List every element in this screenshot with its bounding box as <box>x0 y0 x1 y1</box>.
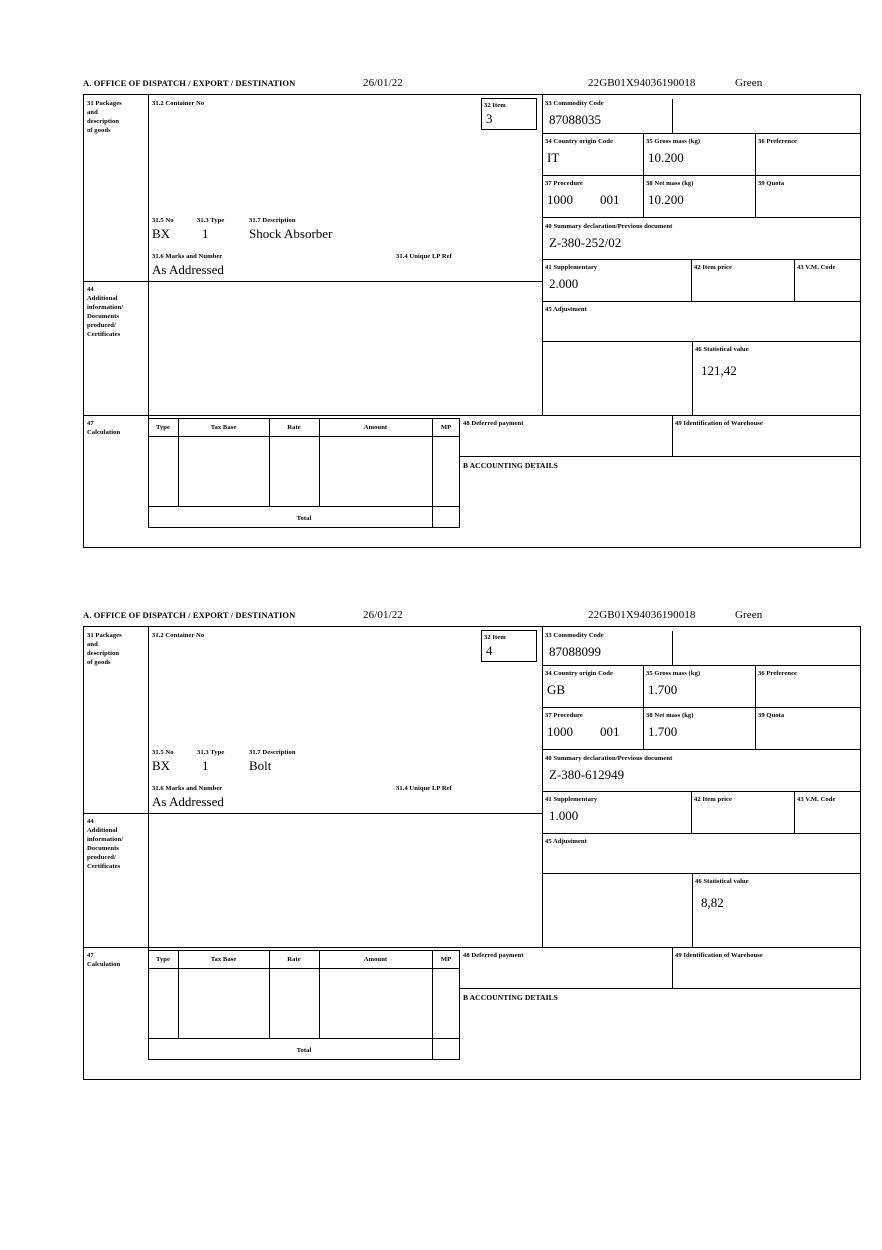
identification-warehouse-label: 49 Identification of Warehouse <box>675 420 763 427</box>
divider-48-bottom <box>460 456 860 457</box>
calculation-label-2: 47 Calculation <box>87 952 121 968</box>
item-no-value-2: 4 <box>486 643 493 658</box>
commodity-code-label: 33 Commodity Code <box>545 100 604 107</box>
movement-reference-number: 22GB01X94036190018 <box>588 77 696 89</box>
country-origin-code-label-2: 34 Country origin Code <box>545 670 613 677</box>
calculation-table <box>148 418 460 528</box>
package-description-label-2: 31.7 Description <box>249 749 296 756</box>
deferred-payment-label-2: 48 Deferred payment <box>463 952 524 959</box>
declaration-status: Green <box>735 77 763 89</box>
quota-label-2: 39 Quota <box>758 712 785 719</box>
statistical-value-value: 121,42 <box>701 363 737 378</box>
supplementary-value-2: 1.000 <box>549 808 579 823</box>
calculation-table-2 <box>148 950 460 1060</box>
divider-additional-bottom <box>84 415 860 416</box>
package-no-value-2: BX <box>152 758 171 773</box>
declaration-box <box>83 94 861 548</box>
procedure-label-2: 37 Procedure <box>545 712 583 719</box>
divider-35-36 <box>755 133 756 217</box>
supplementary-label-2: 41 Supplementary <box>545 796 598 803</box>
package-no-label-2: 31.5 No <box>152 749 174 756</box>
commodity-code-value-2: 87088099 <box>549 644 601 659</box>
summary-declaration-label: 40 Summary declaration/Previous document <box>545 223 673 230</box>
preference-label-2: 36 Preference <box>758 670 798 677</box>
calc-rate-header-2: Rate <box>287 956 301 963</box>
item-no-label: 32 Item <box>484 102 506 109</box>
calc-header-bottom <box>148 436 460 437</box>
unique-lp-ref-label: 31.4 Unique LP Ref <box>396 253 452 260</box>
marks-and-number-label: 31.6 Marks and Number <box>152 253 223 260</box>
net-mass-value: 10.200 <box>648 192 684 207</box>
divider-commodity-bottom <box>542 133 860 134</box>
divider-row37-bottom-2 <box>542 749 860 750</box>
statistical-value-label-2: 46 Statistical value <box>695 878 749 885</box>
divider-34-35 <box>643 133 644 217</box>
package-type-label: 31.3 Type <box>197 217 225 224</box>
divider-48-49-2 <box>672 947 673 988</box>
calc-amount-header-2: Amount <box>363 956 388 963</box>
quota-label: 39 Quota <box>758 180 785 187</box>
country-origin-code-value-2: GB <box>547 682 566 697</box>
vm-code-label: 43 V.M. Code <box>797 264 836 271</box>
net-mass-label-2: 38 Net mass (kg) <box>646 712 694 719</box>
form-header <box>83 78 861 94</box>
divider-commodity-split <box>672 99 673 133</box>
calc-col-4 <box>432 418 433 528</box>
gross-mass-label: 35 Gross mass (kg) <box>646 138 701 145</box>
divider-34-35-2 <box>643 665 644 749</box>
package-type-value-2: 1 <box>202 758 209 773</box>
divider-commodity-bottom-2 <box>542 665 860 666</box>
divider-row37-bottom <box>542 217 860 218</box>
summary-declaration-value: Z-380-252/02 <box>549 235 622 250</box>
divider-row40-bottom-2 <box>542 791 860 792</box>
supplementary-value: 2.000 <box>549 276 579 291</box>
divider-row41-bottom <box>542 301 860 302</box>
calc-header-bottom-2 <box>148 968 460 969</box>
divider-dotted-2 <box>542 873 543 947</box>
declaration-box-2 <box>83 626 861 1080</box>
identification-warehouse-label-2: 49 Identification of Warehouse <box>675 952 763 959</box>
accounting-details-label: B ACCOUNTING DETAILS <box>463 461 558 470</box>
calc-total-top-2 <box>148 1038 460 1039</box>
gross-mass-value-2: 1.700 <box>648 682 678 697</box>
office-of-dispatch-label: A. OFFICE OF DISPATCH / EXPORT / DESTINATION <box>83 78 296 88</box>
divider-46-left <box>692 341 693 415</box>
commodity-code-label-2: 33 Commodity Code <box>545 632 604 639</box>
additional-information-label-2: 44 Additional information/ Documents produced/ Certificates <box>87 818 124 870</box>
procedure-value-2-2: 001 <box>600 724 620 739</box>
net-mass-label: 38 Net mass (kg) <box>646 180 694 187</box>
marks-and-number-label-2: 31.6 Marks and Number <box>152 785 223 792</box>
divider-packages-bottom-2 <box>84 813 542 814</box>
package-no-label: 31.5 No <box>152 217 174 224</box>
divider-packages-bottom <box>84 281 542 282</box>
package-description-label: 31.7 Description <box>249 217 296 224</box>
unique-lp-ref-label-2: 31.4 Unique LP Ref <box>396 785 452 792</box>
office-of-dispatch-label-2: A. OFFICE OF DISPATCH / EXPORT / DESTINATION <box>83 610 296 620</box>
item-no-label-2: 32 Item <box>484 634 506 641</box>
calc-total-label: Total <box>296 515 312 522</box>
packages-label-2: 31 Packages and description of goods <box>87 632 122 666</box>
country-origin-code-value: IT <box>547 150 560 165</box>
gross-mass-label-2: 35 Gross mass (kg) <box>646 670 701 677</box>
procedure-value-2: 001 <box>600 192 620 207</box>
divider-42-43 <box>794 259 795 301</box>
calculation-label: 47 Calculation <box>87 420 121 436</box>
divider-35-36-2 <box>755 665 756 749</box>
summary-declaration-label-2: 40 Summary declaration/Previous document <box>545 755 673 762</box>
customs-declaration-form-2 <box>83 610 861 1080</box>
package-description-value-2: Bolt <box>249 758 272 773</box>
calc-col-4-2 <box>432 950 433 1060</box>
item-price-label-2: 42 Item price <box>694 796 733 803</box>
packages-label: 31 Packages and description of goods <box>87 100 122 134</box>
divider-dotted <box>542 341 543 415</box>
calc-mp-header: MP <box>440 424 452 431</box>
divider-48-bottom-2 <box>460 988 860 989</box>
divider-left-column <box>148 95 149 463</box>
vm-code-label-2: 43 V.M. Code <box>797 796 836 803</box>
calc-mp-header-2: MP <box>440 956 452 963</box>
adjustment-label: 45 Adjustment <box>545 306 587 313</box>
divider-row34-bottom <box>542 175 860 176</box>
divider-row34-bottom-2 <box>542 707 860 708</box>
divider-48-49 <box>672 415 673 456</box>
net-mass-value-2: 1.700 <box>648 724 678 739</box>
calc-rate-header: Rate <box>287 424 301 431</box>
declaration-date: 26/01/22 <box>363 77 403 89</box>
country-origin-code-label: 34 Country origin Code <box>545 138 613 145</box>
commodity-code-value: 87088035 <box>549 112 601 127</box>
marks-and-number-value: As Addressed <box>152 262 224 277</box>
container-no-label: 31.2 Container No <box>152 100 205 107</box>
gross-mass-value: 10.200 <box>648 150 684 165</box>
form-header-2 <box>83 610 861 626</box>
calc-amount-header: Amount <box>363 424 388 431</box>
divider-row40-bottom <box>542 259 860 260</box>
calc-total-label-2: Total <box>296 1047 312 1054</box>
preference-label: 36 Preference <box>758 138 798 145</box>
statistical-value-label: 46 Statistical value <box>695 346 749 353</box>
item-no-box <box>481 98 537 130</box>
item-price-label: 42 Item price <box>694 264 733 271</box>
package-description-value: Shock Absorber <box>249 226 333 241</box>
deferred-payment-label: 48 Deferred payment <box>463 420 524 427</box>
package-type-value: 1 <box>202 226 209 241</box>
calc-total-top <box>148 506 460 507</box>
accounting-details-label-2: B ACCOUNTING DETAILS <box>463 993 558 1002</box>
marks-and-number-value-2: As Addressed <box>152 794 224 809</box>
divider-41-42-2 <box>691 791 692 833</box>
container-no-label-2: 31.2 Container No <box>152 632 205 639</box>
summary-declaration-value-2: Z-380-612949 <box>549 767 625 782</box>
supplementary-label: 41 Supplementary <box>545 264 598 271</box>
calc-type-header-2: Type <box>156 956 170 963</box>
movement-reference-number-2: 22GB01X94036190018 <box>588 609 696 621</box>
package-type-label-2: 31.3 Type <box>197 749 225 756</box>
adjustment-label-2: 45 Adjustment <box>545 838 587 845</box>
calc-tax-base-header-2: Tax Base <box>210 956 237 963</box>
procedure-label: 37 Procedure <box>545 180 583 187</box>
procedure-value-1-2: 1000 <box>547 724 573 739</box>
calc-tax-base-header: Tax Base <box>210 424 237 431</box>
statistical-value-value-2: 8,82 <box>701 895 724 910</box>
divider-row45-bottom <box>542 341 860 342</box>
divider-46-left-2 <box>692 873 693 947</box>
divider-41-42 <box>691 259 692 301</box>
procedure-value-1: 1000 <box>547 192 573 207</box>
calc-type-header: Type <box>156 424 170 431</box>
divider-commodity-split-2 <box>672 631 673 665</box>
item-no-value: 3 <box>486 111 493 126</box>
divider-row45-bottom-2 <box>542 873 860 874</box>
declaration-status-2: Green <box>735 609 763 621</box>
customs-declaration-form-1 <box>83 78 861 548</box>
divider-left-column-2 <box>148 627 149 995</box>
divider-additional-bottom-2 <box>84 947 860 948</box>
item-no-box-2 <box>481 630 537 662</box>
declaration-date-2: 26/01/22 <box>363 609 403 621</box>
package-no-value: BX <box>152 226 171 241</box>
divider-42-43-2 <box>794 791 795 833</box>
divider-row41-bottom-2 <box>542 833 860 834</box>
additional-information-label: 44 Additional information/ Documents produced/ Certificates <box>87 286 124 338</box>
